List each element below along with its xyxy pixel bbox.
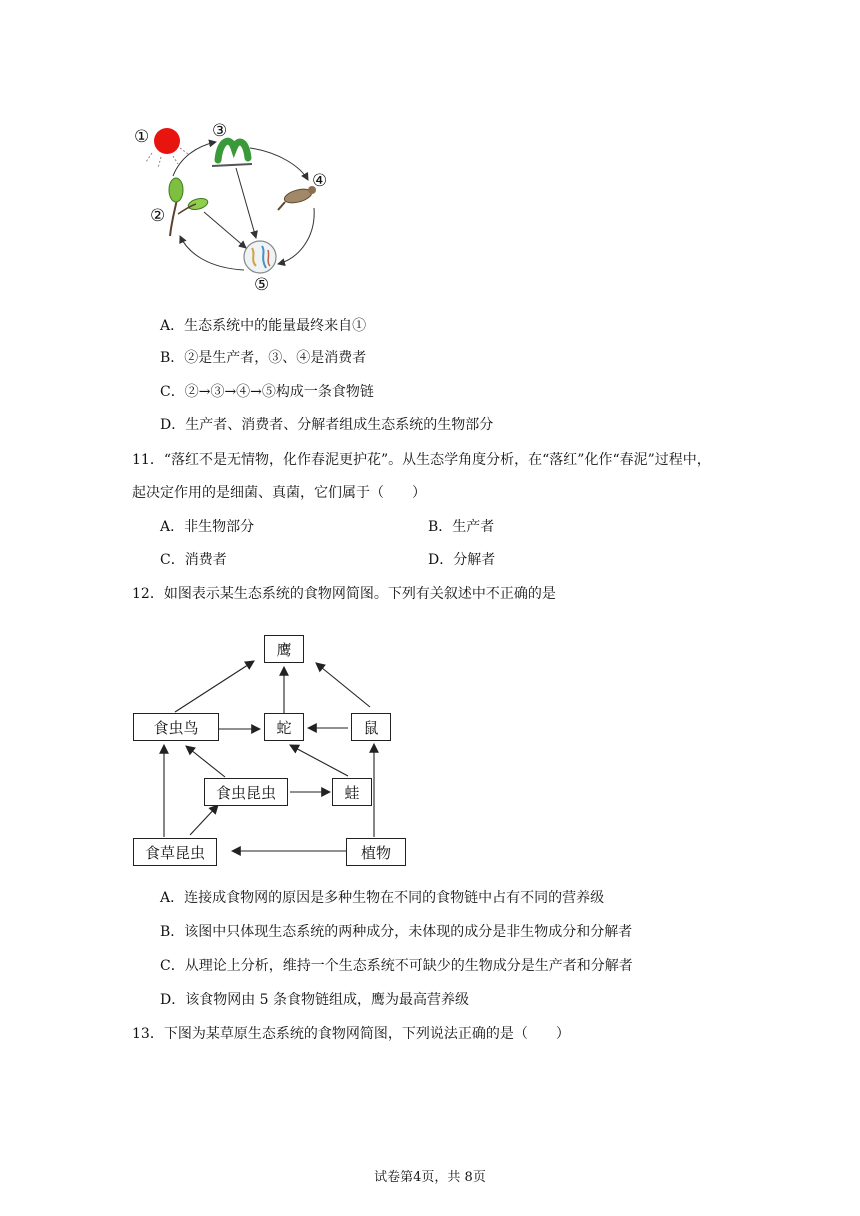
q11-option-b: B．生产者 xyxy=(428,519,495,535)
label-2: ② xyxy=(150,206,166,226)
label-1: ① xyxy=(134,127,150,147)
q12-stem: 12．如图表示某生态系统的食物网简图。下列有关叙述中不正确的是 xyxy=(132,586,556,602)
plant-icon xyxy=(169,178,209,236)
node-plant: 植物 xyxy=(346,838,406,866)
q11-option-c: C．消费者 xyxy=(160,552,227,568)
q10-option-b: B．②是生产者，③、④是消费者 xyxy=(160,350,367,366)
q11-option-d: D．分解者 xyxy=(428,552,496,568)
q10-option-d: D．生产者、消费者、分解者组成生态系统的生物部分 xyxy=(160,417,494,433)
q12-option-b: B．该图中只体现生态系统的两种成分，未体现的成分是非生物成分和分解者 xyxy=(160,924,633,940)
node-eagle: 鹰 xyxy=(264,635,304,663)
q12-option-d: D．该食物网由 5 条食物链组成，鹰为最高营养级 xyxy=(160,992,470,1008)
q11-option-a: A．非生物部分 xyxy=(160,519,255,535)
node-frog: 蛙 xyxy=(332,778,372,806)
q12-option-c: C．从理论上分析，维持一个生态系统不可缺少的生物成分是生产者和分解者 xyxy=(160,958,633,974)
node-insectivorous-bird: 食虫鸟 xyxy=(133,713,219,741)
caterpillar-icon xyxy=(212,141,252,166)
decomposer-icon xyxy=(244,241,276,273)
ecosystem-diagram xyxy=(128,118,343,293)
page-footer: 试卷第4页，共 8页 xyxy=(374,1170,486,1185)
q10-option-c: C．②→③→④→⑤构成一条食物链 xyxy=(160,384,374,400)
label-4: ④ xyxy=(312,171,328,191)
node-snake: 蛇 xyxy=(264,713,304,741)
label-5: ⑤ xyxy=(254,275,270,293)
q11-stem-line2: 起决定作用的是细菌、真菌，它们属于（ ） xyxy=(132,485,426,501)
node-mouse: 鼠 xyxy=(351,713,391,741)
q10-option-a: A．生态系统中的能量最终来自① xyxy=(160,318,367,334)
bird-icon xyxy=(278,186,316,210)
node-herbivorous-insect: 食草昆虫 xyxy=(133,838,217,866)
label-3: ③ xyxy=(212,121,228,141)
q11-stem-line1: 11．“落红不是无情物，化作春泥更护花”。从生态学角度分析，在“落红”化作“春泥”过程中， xyxy=(132,452,711,468)
q12-option-a: A．连接成食物网的原因是多种生物在不同的食物链中占有不同的营养级 xyxy=(160,890,605,906)
node-insectivorous-insect: 食虫昆虫 xyxy=(204,778,288,806)
q13-stem: 13．下图为某草原生态系统的食物网简图，下列说法正确的是（ ） xyxy=(132,1026,570,1042)
sun-icon xyxy=(154,128,180,154)
